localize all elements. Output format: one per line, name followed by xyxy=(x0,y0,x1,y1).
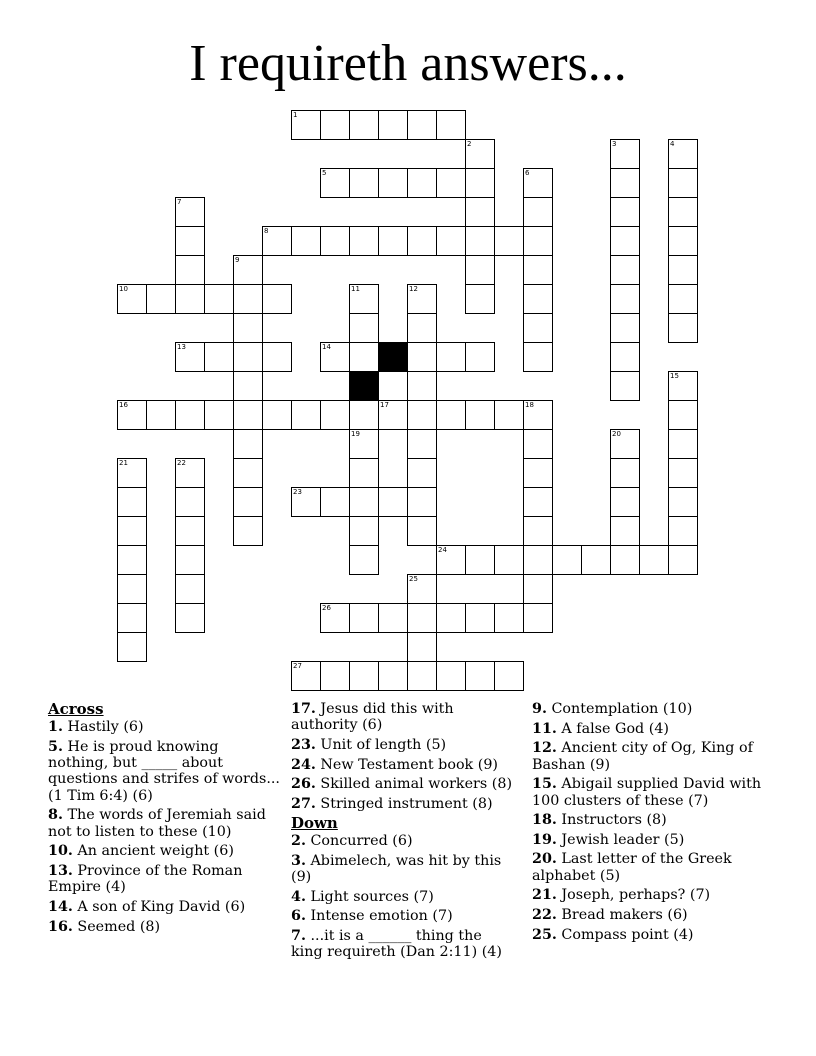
clue-number: 18. xyxy=(532,812,557,829)
grid-cell[interactable] xyxy=(349,284,379,314)
clue-text: Abimelech, was hit by this (9) xyxy=(291,852,502,886)
grid-cell[interactable] xyxy=(465,197,495,227)
cell-number: 20 xyxy=(612,430,621,438)
grid-cell[interactable] xyxy=(175,574,205,604)
cell-number: 9 xyxy=(235,256,240,264)
clue-item xyxy=(532,721,764,737)
grid-cell[interactable] xyxy=(610,342,640,372)
clue-text: Ancient city of Og, King of Bashan (9) xyxy=(532,740,753,773)
grid-cell[interactable] xyxy=(436,400,466,430)
grid-cell[interactable] xyxy=(117,574,147,604)
grid-cell[interactable] xyxy=(523,313,553,343)
clue-number: 27. xyxy=(291,795,316,812)
cell-number: 8 xyxy=(264,227,269,235)
grid-cell[interactable] xyxy=(610,313,640,343)
clue-text: Hastily (6) xyxy=(62,718,144,735)
grid-cell[interactable] xyxy=(610,226,640,256)
grid-cell[interactable] xyxy=(175,255,205,285)
grid-cell[interactable] xyxy=(494,400,524,430)
grid-cell[interactable] xyxy=(233,487,263,517)
clue-item xyxy=(291,796,517,812)
grid-cell[interactable] xyxy=(117,458,147,488)
grid-cell[interactable] xyxy=(407,226,437,256)
grid-cell[interactable] xyxy=(291,400,321,430)
grid-cell[interactable] xyxy=(262,400,292,430)
grid-cell[interactable] xyxy=(668,429,698,459)
cell-number: 22 xyxy=(177,459,186,467)
grid-cell[interactable] xyxy=(146,400,176,430)
grid-cell[interactable] xyxy=(378,487,408,517)
grid-cell[interactable] xyxy=(349,487,379,517)
grid-cell[interactable] xyxy=(668,197,698,227)
clue-text: Stringed instrument (8) xyxy=(315,795,493,812)
clue-item xyxy=(48,919,280,935)
grid-cell[interactable] xyxy=(668,545,698,575)
down-clue-list xyxy=(291,833,517,961)
clue-number: 12. xyxy=(532,740,557,757)
grid-cell[interactable] xyxy=(175,342,205,372)
grid-cell[interactable] xyxy=(436,603,466,633)
clue-number: 16. xyxy=(48,918,73,935)
grid-cell[interactable] xyxy=(523,284,553,314)
grid-cell[interactable] xyxy=(175,226,205,256)
grid-cell[interactable] xyxy=(117,284,147,314)
cell-number: 16 xyxy=(119,401,128,409)
grid-cell[interactable] xyxy=(349,516,379,546)
clue-number: 9. xyxy=(532,701,547,717)
grid-cell[interactable] xyxy=(668,313,698,343)
grid-cell[interactable] xyxy=(320,226,350,256)
clue-number: 2. xyxy=(291,833,306,850)
grid-cell[interactable] xyxy=(523,342,553,372)
grid-cell[interactable] xyxy=(407,632,437,662)
across-clue-list xyxy=(48,719,280,935)
grid-cell[interactable] xyxy=(668,371,698,401)
grid-cell[interactable] xyxy=(610,284,640,314)
clue-text: Bread makers (6) xyxy=(556,906,688,923)
clue-number: 20. xyxy=(532,851,557,868)
grid-cell[interactable] xyxy=(436,226,466,256)
grid-cell[interactable] xyxy=(378,110,408,140)
grid-cell[interactable] xyxy=(233,284,263,314)
clue-number: 22. xyxy=(532,906,557,923)
grid-cell[interactable] xyxy=(523,487,553,517)
grid-cell[interactable] xyxy=(465,284,495,314)
clue-item xyxy=(291,833,517,849)
clue-text: Seemed (8) xyxy=(72,918,161,935)
grid-cell[interactable] xyxy=(291,226,321,256)
grid-cell[interactable] xyxy=(349,429,379,459)
grid-cell[interactable] xyxy=(523,400,553,430)
grid-cell[interactable] xyxy=(320,168,350,198)
clue-item xyxy=(532,740,764,773)
clue-text: Last letter of the Greek alphabet (5) xyxy=(532,851,732,884)
grid-cell[interactable] xyxy=(523,197,553,227)
clue-item xyxy=(48,719,280,735)
grid-cell[interactable] xyxy=(668,516,698,546)
grid-cell[interactable] xyxy=(407,342,437,372)
cell-number: 14 xyxy=(322,343,331,351)
clue-text: A false God (4) xyxy=(556,720,669,737)
grid-cell[interactable] xyxy=(610,197,640,227)
clue-text: New Testament book (9) xyxy=(315,756,499,773)
clue-number: 24. xyxy=(291,756,316,773)
grid-cell[interactable] xyxy=(117,545,147,575)
grid-cell[interactable] xyxy=(117,603,147,633)
cell-number: 4 xyxy=(670,140,675,148)
cell-number: 13 xyxy=(177,343,186,351)
grid-cell[interactable] xyxy=(436,661,466,691)
grid-cell[interactable] xyxy=(204,342,234,372)
grid-cell[interactable] xyxy=(407,574,437,604)
grid-cell[interactable] xyxy=(349,226,379,256)
cell-number: 11 xyxy=(351,285,360,293)
cell-number: 19 xyxy=(351,430,360,438)
grid-cell[interactable] xyxy=(668,168,698,198)
clue-number: 25. xyxy=(532,926,557,943)
grid-cell[interactable] xyxy=(465,400,495,430)
grid-cell[interactable] xyxy=(117,632,147,662)
clue-text: Jesus did this with authority (6) xyxy=(291,701,454,734)
grid-cell[interactable] xyxy=(523,168,553,198)
grid-cell[interactable] xyxy=(668,487,698,517)
grid-cell[interactable] xyxy=(349,603,379,633)
grid-cell[interactable] xyxy=(465,255,495,285)
grid-cell[interactable] xyxy=(262,226,292,256)
grid-cell[interactable] xyxy=(407,400,437,430)
clue-number: 7. xyxy=(291,928,306,945)
grid-cell[interactable] xyxy=(523,226,553,256)
grid-cell[interactable] xyxy=(523,603,553,633)
grid-cell[interactable] xyxy=(465,545,495,575)
grid-cell[interactable] xyxy=(610,516,640,546)
grid-cell[interactable] xyxy=(175,284,205,314)
grid-cell[interactable] xyxy=(233,255,263,285)
grid-cell[interactable] xyxy=(407,487,437,517)
grid-cell[interactable] xyxy=(407,110,437,140)
grid-cell[interactable] xyxy=(494,661,524,691)
grid-cell[interactable] xyxy=(465,226,495,256)
clues-column-2 xyxy=(291,701,517,964)
grid-cell[interactable] xyxy=(639,545,669,575)
clue-text: ...it is a ______ thing the king requireth (Dan 2:11) (4) xyxy=(291,928,502,961)
clue-number: 13. xyxy=(48,862,73,879)
grid-cell[interactable] xyxy=(668,458,698,488)
grid-cell[interactable] xyxy=(436,110,466,140)
clue-text: The words of Jeremiah said not to listen to these (10) xyxy=(48,807,266,840)
grid-cell[interactable] xyxy=(436,342,466,372)
grid-cell[interactable] xyxy=(233,400,263,430)
grid-cell[interactable] xyxy=(407,313,437,343)
grid-cell[interactable] xyxy=(523,545,553,575)
grid-cell[interactable] xyxy=(610,255,640,285)
grid-cell[interactable] xyxy=(407,429,437,459)
clue-item xyxy=(48,863,280,896)
grid-cell[interactable] xyxy=(233,429,263,459)
grid-cell[interactable] xyxy=(465,661,495,691)
puzzle-title: I requireth answers... xyxy=(189,35,627,92)
clue-text: Intense emotion (7) xyxy=(305,908,453,925)
clue-number: 10. xyxy=(48,843,73,860)
grid-cell[interactable] xyxy=(204,400,234,430)
grid-cell[interactable] xyxy=(378,168,408,198)
cell-number: 15 xyxy=(670,372,679,380)
grid-cell[interactable] xyxy=(233,313,263,343)
clue-item xyxy=(48,807,280,840)
grid-cell[interactable] xyxy=(668,284,698,314)
grid-cell[interactable] xyxy=(407,516,437,546)
grid-cell[interactable] xyxy=(668,139,698,169)
clue-number: 15. xyxy=(532,776,557,793)
cell-number: 25 xyxy=(409,575,418,583)
grid-cell[interactable] xyxy=(320,487,350,517)
grid-cell[interactable] xyxy=(668,400,698,430)
grid-cell[interactable] xyxy=(204,284,234,314)
grid-cell[interactable] xyxy=(465,342,495,372)
grid-cell[interactable] xyxy=(349,458,379,488)
grid-cell[interactable] xyxy=(262,284,292,314)
grid-cell[interactable] xyxy=(349,661,379,691)
cell-number: 10 xyxy=(119,285,128,293)
clue-text: Joseph, perhaps? (7) xyxy=(556,887,711,904)
clue-number: 6. xyxy=(291,908,306,925)
clue-item xyxy=(291,908,517,924)
clues-column-1 xyxy=(48,701,280,938)
clue-text: Skilled animal workers (8) xyxy=(315,776,513,793)
grid-cell[interactable] xyxy=(117,400,147,430)
grid-cell[interactable] xyxy=(378,603,408,633)
grid-cell[interactable] xyxy=(610,429,640,459)
grid-cell[interactable] xyxy=(175,400,205,430)
cell-number: 12 xyxy=(409,285,418,293)
grid-cell[interactable] xyxy=(494,226,524,256)
clue-item xyxy=(291,928,517,961)
across-clue-list-continued xyxy=(291,701,517,812)
grid-cell[interactable] xyxy=(320,661,350,691)
grid-cell[interactable] xyxy=(523,516,553,546)
grid-cell[interactable] xyxy=(407,284,437,314)
grid-cell[interactable] xyxy=(233,516,263,546)
clue-item xyxy=(532,776,764,809)
grid-cell[interactable] xyxy=(117,516,147,546)
clue-item xyxy=(291,889,517,905)
grid-cell[interactable] xyxy=(291,110,321,140)
clue-text: Jewish leader (5) xyxy=(556,831,685,848)
grid-cell[interactable] xyxy=(610,487,640,517)
clue-number: 5. xyxy=(48,738,63,755)
grid-cell[interactable] xyxy=(146,284,176,314)
clue-text: Abigail supplied David with 100 clusters of these (7) xyxy=(532,776,762,809)
clue-text: Province of the Roman Empire (4) xyxy=(48,862,243,896)
clue-text: Instructors (8) xyxy=(556,812,667,829)
clue-text: Light sources (7) xyxy=(305,888,434,905)
grid-cell[interactable] xyxy=(407,603,437,633)
clues-column-3 xyxy=(532,701,764,946)
cell-number: 2 xyxy=(467,140,472,148)
grid-cell[interactable] xyxy=(407,458,437,488)
grid-cell[interactable] xyxy=(233,371,263,401)
clue-number: 11. xyxy=(532,720,557,737)
down-clue-list-continued xyxy=(532,701,764,943)
grid-cell[interactable] xyxy=(523,429,553,459)
grid-cell[interactable] xyxy=(320,603,350,633)
grid-cell[interactable] xyxy=(291,661,321,691)
black-square xyxy=(349,371,379,401)
grid-cell[interactable] xyxy=(523,255,553,285)
grid-cell[interactable] xyxy=(436,545,466,575)
clue-text: He is proud knowing nothing, but _____ about questions and strifes of words... (1 Tim 6:4) (6) xyxy=(48,738,280,804)
clue-number: 8. xyxy=(48,807,63,824)
cell-number: 5 xyxy=(322,169,327,177)
grid-cell[interactable] xyxy=(610,545,640,575)
clue-item xyxy=(532,832,764,848)
grid-cell[interactable] xyxy=(581,545,611,575)
grid-cell[interactable] xyxy=(175,197,205,227)
grid-cell[interactable] xyxy=(378,226,408,256)
cell-number: 7 xyxy=(177,198,182,206)
clue-item xyxy=(48,739,280,805)
grid-cell[interactable] xyxy=(233,342,263,372)
clue-text: Contemplation (10) xyxy=(546,701,693,717)
grid-cell[interactable] xyxy=(175,603,205,633)
grid-cell[interactable] xyxy=(668,226,698,256)
grid-cell[interactable] xyxy=(349,110,379,140)
cell-number: 27 xyxy=(293,662,302,670)
grid-cell[interactable] xyxy=(465,139,495,169)
cell-number: 6 xyxy=(525,169,530,177)
grid-cell[interactable] xyxy=(494,545,524,575)
grid-cell[interactable] xyxy=(349,545,379,575)
grid-cell[interactable] xyxy=(465,603,495,633)
across-heading: Across xyxy=(48,700,104,718)
grid-cell[interactable] xyxy=(436,168,466,198)
grid-cell[interactable] xyxy=(175,487,205,517)
grid-cell[interactable] xyxy=(262,342,292,372)
grid-cell[interactable] xyxy=(378,400,408,430)
grid-cell[interactable] xyxy=(610,371,640,401)
black-square xyxy=(378,342,408,372)
down-heading: Down xyxy=(291,814,338,833)
clue-number: 3. xyxy=(291,852,306,869)
clue-text: Compass point (4) xyxy=(556,926,694,943)
grid-cell[interactable] xyxy=(349,168,379,198)
cell-number: 23 xyxy=(293,488,302,496)
clue-number: 26. xyxy=(291,776,316,793)
cell-number: 17 xyxy=(380,401,389,409)
clue-number: 14. xyxy=(48,898,73,915)
cell-number: 24 xyxy=(438,546,447,554)
cell-number: 21 xyxy=(119,459,128,467)
grid-cell[interactable] xyxy=(610,458,640,488)
grid-cell[interactable] xyxy=(320,110,350,140)
clue-text: Unit of length (5) xyxy=(315,737,447,753)
grid-cell[interactable] xyxy=(494,603,524,633)
grid-cell[interactable] xyxy=(407,371,437,401)
clue-item xyxy=(291,757,517,773)
grid-cell[interactable] xyxy=(320,400,350,430)
grid-cell[interactable] xyxy=(175,516,205,546)
grid-cell[interactable] xyxy=(668,255,698,285)
grid-cell[interactable] xyxy=(233,458,263,488)
clue-text: Concurred (6) xyxy=(305,833,413,850)
clue-text: An ancient weight (6) xyxy=(72,843,234,860)
grid-cell[interactable] xyxy=(378,661,408,691)
grid-cell[interactable] xyxy=(610,168,640,198)
grid-cell[interactable] xyxy=(349,342,379,372)
clue-number: 21. xyxy=(532,887,557,904)
clue-item xyxy=(291,776,517,792)
grid-cell[interactable] xyxy=(407,661,437,691)
grid-cell[interactable] xyxy=(175,545,205,575)
grid-cell[interactable] xyxy=(349,313,379,343)
clue-item xyxy=(532,701,764,717)
clue-item xyxy=(48,899,280,915)
grid-cell[interactable] xyxy=(175,458,205,488)
grid-cell[interactable] xyxy=(523,458,553,488)
cell-number: 18 xyxy=(525,401,534,409)
clue-item xyxy=(532,812,764,828)
grid-cell[interactable] xyxy=(320,342,350,372)
grid-cell[interactable] xyxy=(610,139,640,169)
grid-cell[interactable] xyxy=(465,168,495,198)
clue-number: 4. xyxy=(291,888,306,905)
clue-item xyxy=(48,843,280,859)
clue-number: 23. xyxy=(291,737,316,753)
cell-number: 1 xyxy=(293,111,298,119)
clue-item xyxy=(291,701,517,734)
clue-number: 17. xyxy=(291,701,316,717)
grid-cell[interactable] xyxy=(407,168,437,198)
clue-number: 19. xyxy=(532,831,557,848)
clue-item xyxy=(532,851,764,884)
grid-cell[interactable] xyxy=(523,574,553,604)
clue-item xyxy=(532,927,764,943)
grid-cell[interactable] xyxy=(552,545,582,575)
grid-cell[interactable] xyxy=(117,487,147,517)
cell-number: 3 xyxy=(612,140,617,148)
grid-cell[interactable] xyxy=(291,487,321,517)
clue-text: A son of King David (6) xyxy=(72,898,246,915)
clue-item xyxy=(532,907,764,923)
clue-item xyxy=(532,887,764,903)
clue-number: 1. xyxy=(48,718,63,735)
clue-item xyxy=(291,853,517,886)
cell-number: 26 xyxy=(322,604,331,612)
clue-item xyxy=(291,737,517,753)
